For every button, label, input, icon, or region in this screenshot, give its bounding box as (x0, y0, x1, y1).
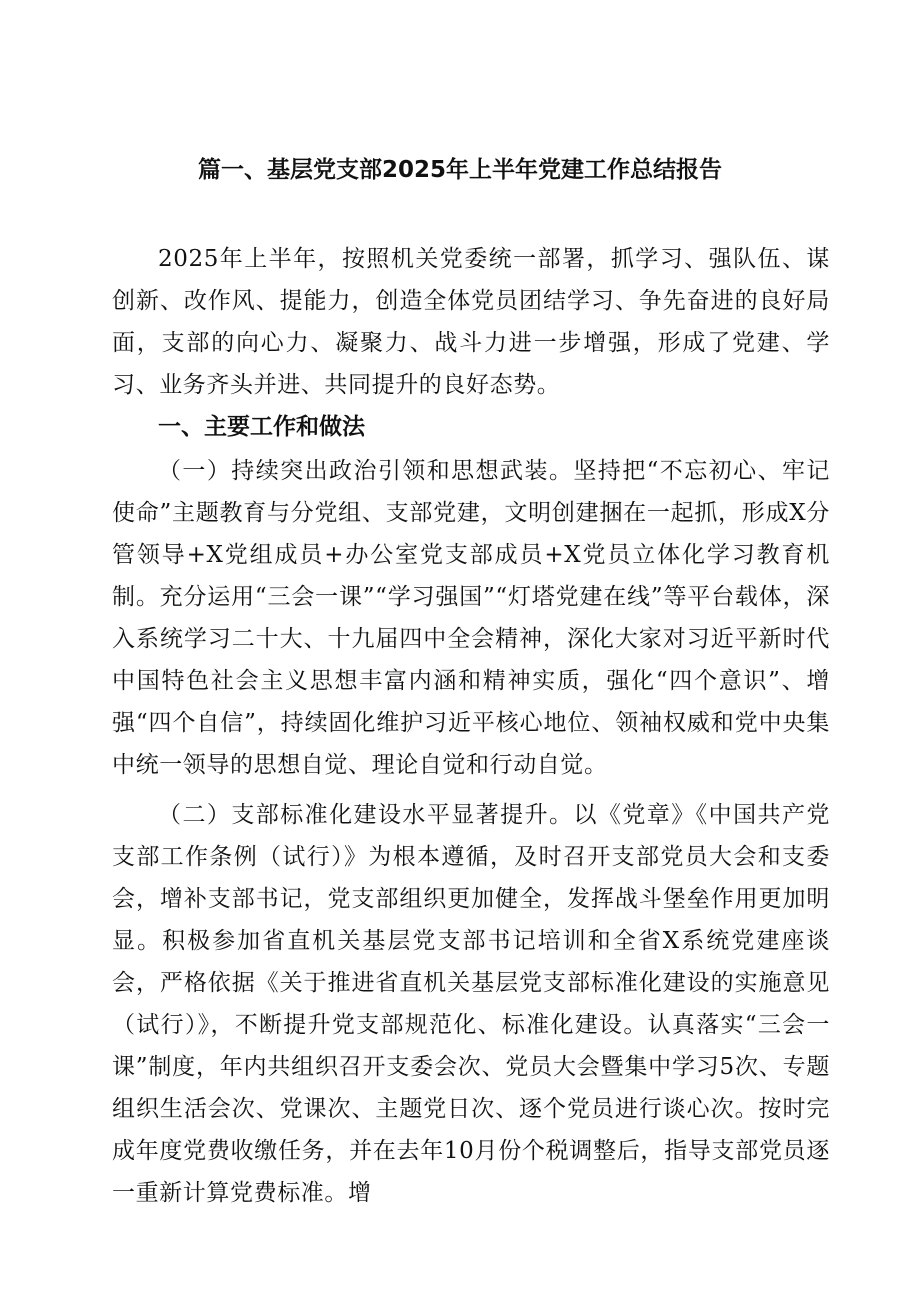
paragraph-standardization: （二）支部标准化建设水平显著提升。以《党章》《中国共产党支部工作条例（试行）》为根本遵循，及时召开支部党员大会和支委会，增补支部书记，党支部组织更加健全，发挥战斗堡垒作用更加明显。积极参加省直机关基层党支部书记培训和全省X系统党建座谈会，严格依据《关于推进省直机关基层党支部标准化建设的实施意见（试行）》，不断提升党支部规范化、标准化建设。认真落实“三会一课”制度，年内共组织召开支委会次、党员大会暨集中学习5次、专题组织生活会次、党课次、主题党日次、逐个党员进行谈心次。按时完成年度党费收缴任务，并在去年10月份个税调整后，指导支部党员逐一重新计算党费标准。增 (112, 802, 830, 1206)
document-body (112, 238, 830, 1214)
section-heading: 一、主要工作和做法 (158, 414, 365, 440)
paragraph-political-guidance: （一）持续突出政治引领和思想武装。坚持把“不忘初心、牢记使命”主题教育与分党组、支部党建，文明创建捆在一起抓，形成X分管领导+X党组成员+办公室党支部成员+X党员立体化学习教育机制。充分运用“三会一课”“学习强国”“灯塔党建在线”等平台载体，深入系统学习二十大、十九届四中全会精神，深化大家对习近平新时代中国特色社会主义思想丰富内涵和精神实质，强化“四个意识”、增强“四个自信”，持续固化维护习近平核心地位、领袖权威和党中央集中统一领导的思想自觉、理论自觉和行动自觉。 (112, 458, 830, 778)
intro-paragraph: 2025年上半年，按照机关党委统一部署，抓学习、强队伍、谋创新、改作风、提能力，创造全体党员团结学习、争先奋进的良好局面，支部的向心力、凝聚力、战斗力进一步增强，形成了党建、学习、业务齐头并进、共同提升的良好态势。 (112, 246, 830, 398)
document-title: 篇一、基层党支部2025年上半年党建工作总结报告 (197, 157, 722, 183)
